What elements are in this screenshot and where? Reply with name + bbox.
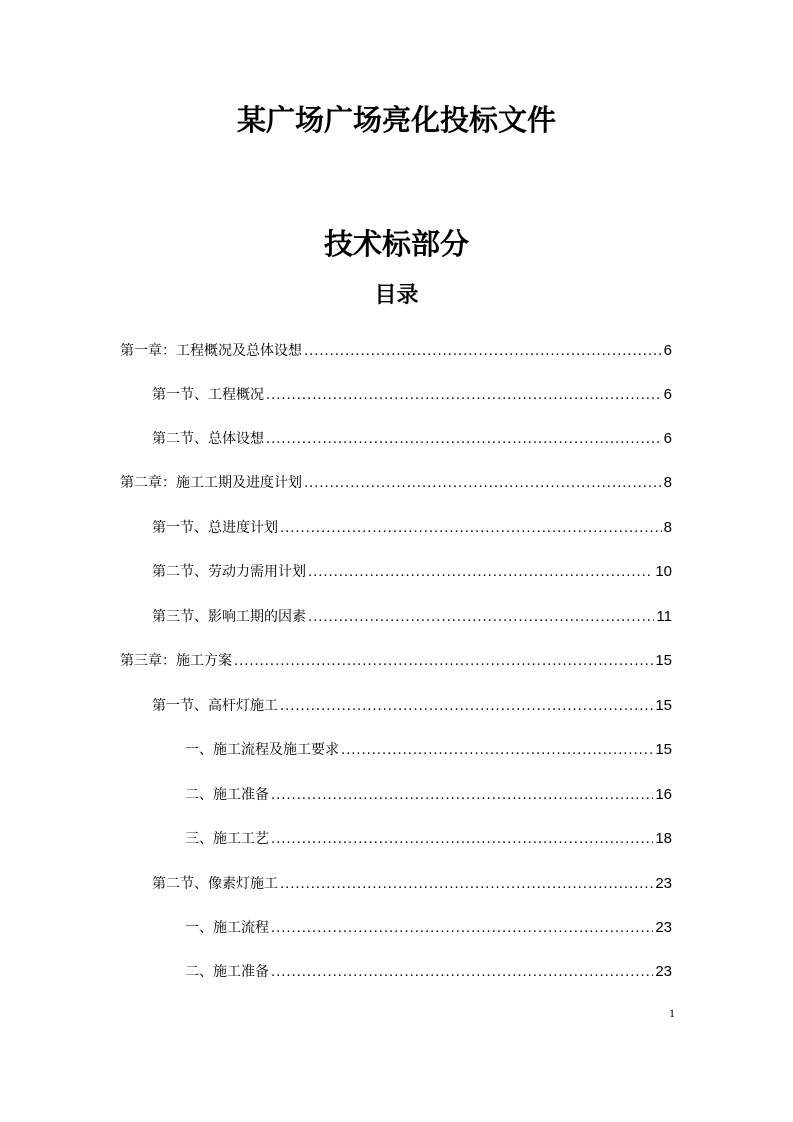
toc-dot-leader [280,516,662,542]
toc-entry[interactable] [152,871,672,897]
toc-entry[interactable] [185,826,672,852]
toc-entry[interactable] [185,782,672,808]
toc-entry-label: 第二章：施工工期及进度计划 [120,475,302,491]
toc-dot-leader [304,339,662,365]
toc-entry[interactable] [185,915,672,941]
toc-dot-leader [234,649,653,675]
toc-entry[interactable] [152,693,672,719]
toc-dot-leader [266,427,662,453]
toc-entry-page: 23 [655,963,672,980]
toc-dot-leader [280,872,653,898]
toc-entry-page: 6 [663,430,672,447]
toc-entry-label: 第三章：施工方案 [120,653,232,669]
toc-dot-leader [271,916,653,942]
toc-entry-label: 三、施工工艺 [185,831,269,847]
document-title: 某广场广场亮化投标文件 [236,103,556,137]
toc-entry[interactable] [152,382,672,408]
toc-entry-page: 8 [663,519,672,536]
toc-entry[interactable] [185,737,672,763]
toc-entry-page: 8 [663,474,672,491]
toc-entry-page: 15 [655,652,672,669]
toc-dot-leader [308,605,654,631]
toc-entry-page: 23 [655,875,672,892]
toc-dot-leader [304,471,662,497]
toc-entry[interactable] [185,959,672,985]
toc-dot-leader [308,560,653,586]
toc-entry-label: 第一节、工程概况 [152,387,264,403]
toc-entry[interactable] [152,426,672,452]
toc-entry-page: 23 [655,919,672,936]
toc-entry-label: 一、施工流程 [185,920,269,936]
toc-entry-label: 一、施工流程及施工要求 [185,742,339,758]
toc-dot-leader [271,960,653,986]
toc-entry-label: 第二节、劳动力需用计划 [152,564,306,580]
toc-entry-label: 第三节、影响工期的因素 [152,609,306,625]
toc-dot-leader [341,738,653,764]
toc-entry-page: 11 [656,608,672,625]
toc-entry[interactable] [152,559,672,585]
page-number: 1 [669,1006,675,1020]
toc-entry-label: 第一节、总进度计划 [152,520,278,536]
toc-dot-leader [280,694,653,720]
toc-entry[interactable] [120,648,672,674]
toc-entry-page: 15 [655,741,672,758]
toc-entry-page: 6 [663,342,672,359]
section-title: 技术标部分 [323,227,469,261]
toc-entry-page: 10 [655,563,672,580]
toc-entry-label: 二、施工准备 [185,787,269,803]
toc-entry-label: 第一章：工程概况及总体设想 [120,343,302,359]
toc-entry-label: 第二节、总体设想 [152,431,264,447]
toc-entry[interactable] [120,338,672,364]
toc-entry-page: 6 [663,386,672,403]
toc-dot-leader [266,383,662,409]
toc-heading: 目录 [374,283,419,308]
toc-entry[interactable] [120,470,672,496]
toc-entry-label: 第一节、高杆灯施工 [152,698,278,714]
toc-dot-leader [271,827,653,853]
toc-entry[interactable] [152,515,672,541]
toc-entry[interactable] [152,604,672,630]
toc-entry-label: 二、施工准备 [185,964,269,980]
toc-entry-label: 第二节、像素灯施工 [152,876,278,892]
toc-dot-leader [271,783,653,809]
toc-entry-page: 18 [655,830,672,847]
toc-entry-page: 16 [655,786,672,803]
toc-entry-page: 15 [655,697,672,714]
